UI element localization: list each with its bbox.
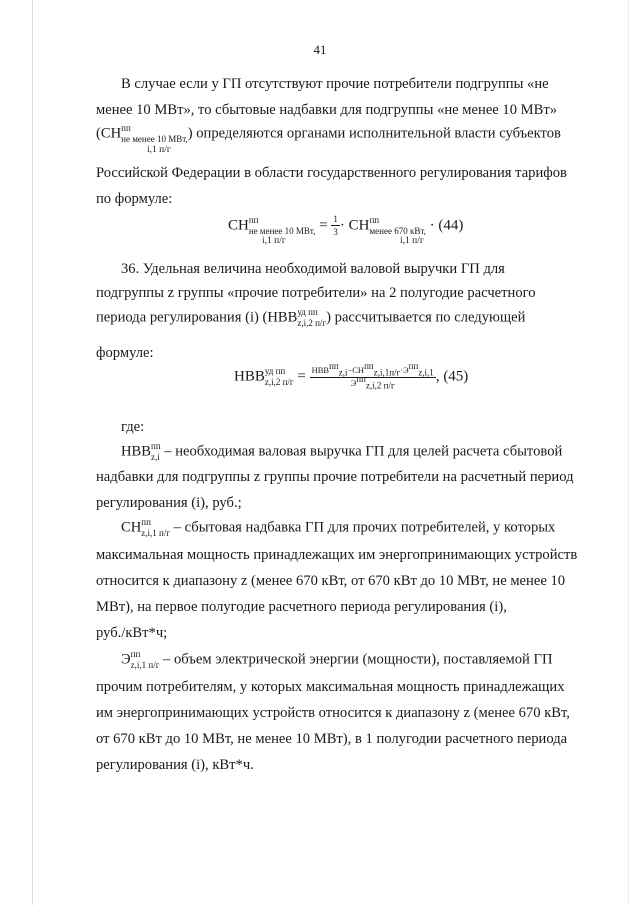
def3-line1: Э пп z,i,1 п/г – объем электрической энергии (мощности), поставляемой ГП — [121, 649, 553, 670]
formula-44: СН пп не менее 10 МВт, = $\frac{1}{3}$ · СН пп менее 670 кВт, · (44) — [228, 214, 464, 238]
def3-line2: прочим потребителям, у которых максимальная мощность принадлежащих — [96, 679, 565, 695]
formula-44-rhs-under: i,1 п/г — [400, 236, 424, 246]
def2-line3: относится к диапазону z (менее 670 кВт, от 670 кВт до 10 МВт, не менее 10 — [96, 573, 566, 589]
def3-line5: регулирования (i), кВт*ч. — [96, 757, 254, 773]
def2-line4: МВт), на первое полугодие расчетного периода регулирования (i), — [96, 599, 507, 615]
para1-line3: (СН пп не менее 10 МВт, ) определяются органами исполнительной власти субъектов — [96, 123, 561, 144]
page-edge-right — [628, 0, 629, 905]
where-label: где: — [121, 419, 145, 435]
page-number: 41 — [313, 42, 327, 57]
def2-line1: СН пп z,i,1 п/г – сбытовая надбавка ГП для прочих потребителей, у которых — [121, 517, 556, 538]
para1-line1: В случае если у ГП отсутствуют прочие потребители подгруппы «не — [121, 76, 549, 92]
formula-45: НВВ уд пп z,i,2 п/г = $\frac{НВВ^{пп}_{z,i}-СН^{пп}_{z,i,1п/г}\cdot Э^{пп}_{z,i,1}}{Э^{пп}_{z,i,2 п/г}}$ , (45) — [234, 361, 469, 391]
def1-line1: НВВ пп z,i – необходимая валовая выручка ГП для целей расчета сбытовой — [121, 441, 563, 462]
page-edge-left — [32, 0, 33, 905]
def3-line3: им энергопринимающих устройств относится к диапазону z (менее 670 кВт, — [96, 705, 570, 721]
def1-line2: надбавки для подгруппы z группы прочие потребители на расчетный период — [96, 469, 574, 485]
def3-line4: от 670 кВт до 10 МВт, не менее 10 МВт), в 1 полугодии расчетного периода — [96, 731, 568, 747]
para36-line2: подгруппы z группы «прочие потребители» на 2 полугодие расчетного — [96, 285, 536, 301]
para36-line3: периода регулирования (i) (НВВ уд пп z,i,2 п/г ) рассчитывается по следующей — [96, 307, 526, 328]
def1-line3: регулирования (i), руб.; — [96, 495, 242, 511]
para1-line3-under: i,1 п/г — [147, 145, 171, 155]
para1-line5: по формуле: — [96, 191, 173, 207]
def2-line2: максимальная мощность принадлежащих им энергопринимающих устройств — [96, 547, 578, 563]
formula-44-lhs-under: i,1 п/г — [262, 236, 286, 246]
para1-line2: менее 10 МВт», то сбытовые надбавки для подгруппы «не менее 10 МВт» — [96, 102, 558, 118]
para36-line1: 36. Удельная величина необходимой валовой выручки ГП для — [121, 261, 505, 277]
def2-line5: руб./кВт*ч; — [96, 625, 168, 641]
para1-line4: Российской Федерации в области государственного регулирования тарифов — [96, 165, 567, 181]
para36-line4: формуле: — [96, 345, 154, 361]
